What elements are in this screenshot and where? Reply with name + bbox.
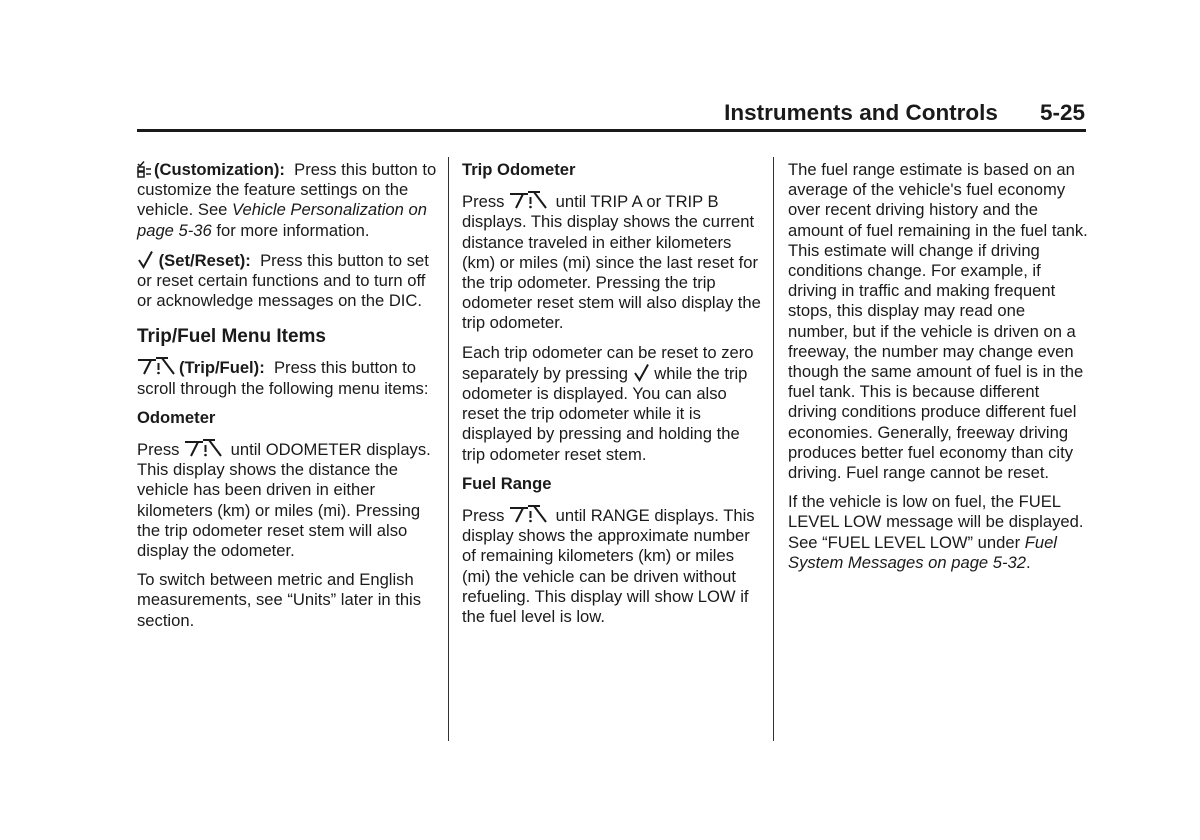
column-divider: [448, 157, 449, 741]
page-header: [137, 100, 1085, 130]
trip-odometer-text: until TRIP A or TRIP B displays. This display shows the current distance traveled in either kilometers (km) or miles (mi) since the last reset for the trip odometer. Pressing the trip odometer reset stem will also display the trip odometer.: [462, 192, 761, 333]
fuel-low-text: If the vehicle is low on fuel, the FUEL LEVEL LOW message will be displayed. See “FUEL LEVEL LOW” under: [788, 492, 1084, 552]
fuel-range-paragraph: [462, 503, 762, 627]
fuel-range-heading: Fuel Range: [462, 473, 552, 493]
vehicle-personalization-link[interactable]: Vehicle Personalization on page 5-36: [137, 200, 427, 240]
customization-label: (Customization):: [154, 160, 285, 179]
odometer-heading: Odometer: [137, 407, 216, 427]
fuel-range-text: until RANGE displays. This display shows the approximate number of remaining kilometers (km) or miles (mi) the vehicle can be driven without refueling. This display will show LOW if the fuel level is low.: [462, 506, 755, 627]
reset-text-end: while the trip odometer is displayed. You can also reset the trip odometer while it is displayed by pressing and holding the trip odometer reset stem.: [462, 363, 748, 464]
odometer-press: Press: [137, 440, 180, 460]
trip-fuel-text: Press this button to scroll through the following menu items:: [137, 358, 429, 398]
fuel-low-end: .: [1025, 552, 1031, 572]
trip-fuel-menu-heading: Trip/Fuel Menu Items: [137, 326, 326, 348]
trip-odometer-paragraph: [462, 189, 762, 333]
checkmark-icon: [633, 363, 650, 382]
column-3: [788, 160, 1088, 582]
fuel-system-messages-link[interactable]: Fuel System Messages on page 5-32: [788, 532, 1057, 572]
column-1: [137, 160, 437, 640]
trip-fuel-paragraph: [137, 355, 437, 398]
set-reset-text: Press this button to set or reset certain functions and to turn off or acknowledge messages on the DIC.: [137, 250, 429, 311]
odometer-paragraph: [137, 437, 437, 561]
odometer-text: until ODOMETER displays. This display shows the distance the vehicle has been driven in either kilometers (km) or miles (mi). Pressing the trip odometer reset stem will also display the odometer.: [137, 440, 431, 561]
trip-fuel-icon: [184, 437, 222, 457]
units-paragraph: To switch between metric and English measurements, see “Units” later in this section.: [137, 570, 422, 630]
customization-text-end: for more information.: [211, 220, 370, 240]
page-number: 5-25: [1039, 100, 1085, 125]
customization-text: Press this button to customize the feature settings on the vehicle. See: [137, 160, 437, 220]
trip-fuel-label: (Trip/Fuel):: [179, 358, 265, 378]
column-2: [462, 160, 762, 636]
trip-fuel-icon: [509, 503, 547, 523]
reset-text: Each trip odometer can be reset to zero separately by pressing: [462, 342, 754, 383]
trip-odometer-heading: Trip Odometer: [462, 160, 576, 179]
fuel-estimate-paragraph: The fuel range estimate is based on an average of the vehicle's fuel economy over recent driving history and the amount of fuel remaining in the fuel tank. This estimate will change if driving conditions change. For example, if driving in traffic and making frequent stops, this display may read one number, but if the vehicle is driven on a freeway, the number may change even though the same amount of fuel is in the fuel tank. This is because different driving conditions produce different fuel economies. Generally, freeway driving produces better fuel economy than city driving. Fuel range cannot be reset.: [788, 160, 1088, 483]
trip-press: Press: [462, 192, 505, 212]
fuel-press: Press: [462, 506, 505, 526]
customization-icon: [137, 161, 152, 178]
set-reset-label: (Set/Reset):: [158, 250, 251, 270]
reset-paragraph: [462, 343, 762, 465]
checkmark-icon: [137, 250, 154, 269]
header-rule: [137, 129, 1086, 132]
trip-fuel-icon: [137, 355, 175, 375]
trip-fuel-icon: [509, 189, 547, 209]
column-divider: [773, 157, 774, 741]
fuel-low-paragraph: [788, 492, 1088, 573]
section-title: Instruments and Controls: [724, 100, 998, 125]
customization-paragraph: [137, 160, 437, 241]
set-reset-paragraph: [137, 250, 437, 312]
